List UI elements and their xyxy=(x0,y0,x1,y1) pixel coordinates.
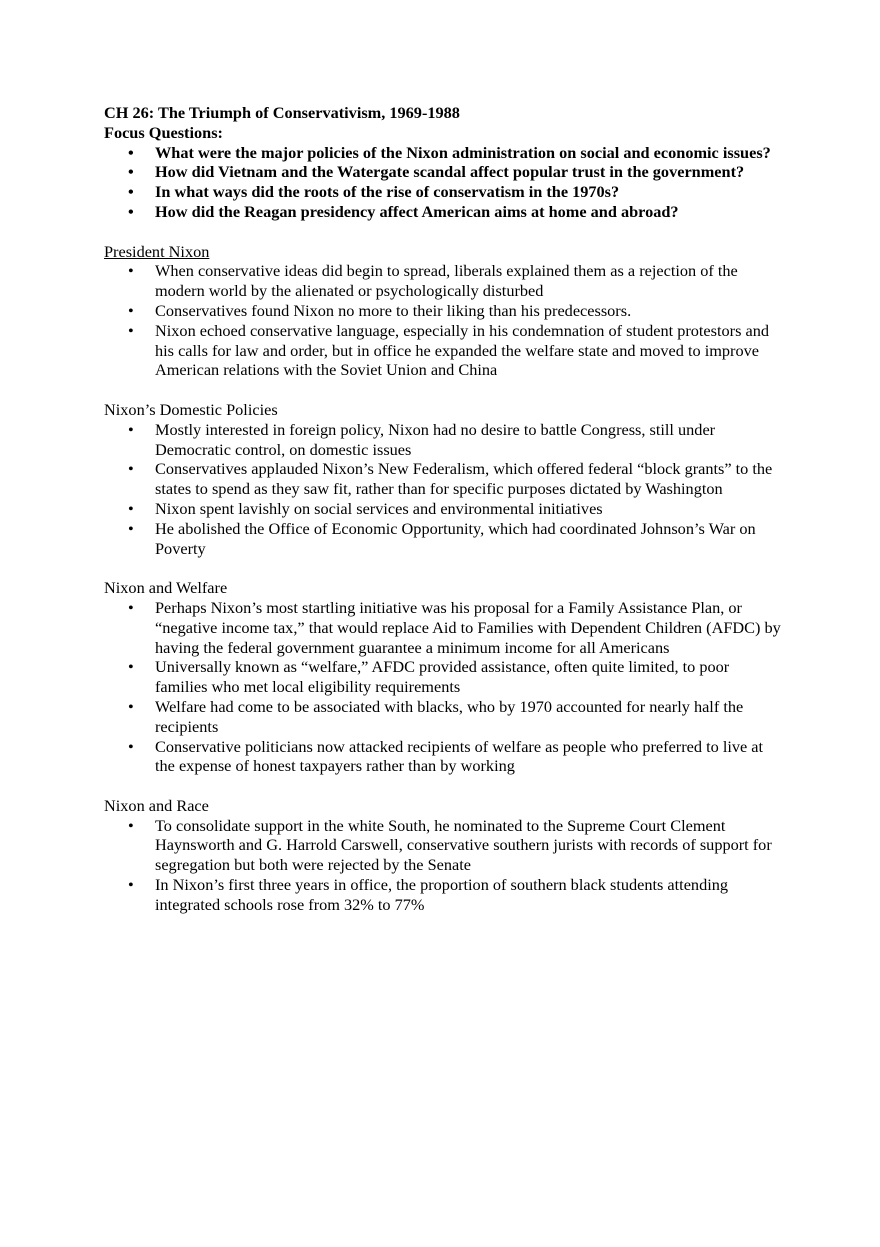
bullet-icon: • xyxy=(128,142,134,162)
chapter-title: CH 26: The Triumph of Conservativism, 1969-1988 xyxy=(104,103,460,122)
bullet-icon: • xyxy=(128,518,134,538)
list-item xyxy=(104,321,784,380)
list-item xyxy=(104,657,784,697)
section-president-nixon xyxy=(104,242,784,381)
focus-question-text: What were the major policies of the Nixon administration on social and economic issues? xyxy=(155,142,771,162)
section-list xyxy=(104,420,784,559)
document-page xyxy=(104,103,784,915)
bullet-icon: • xyxy=(128,182,134,202)
section-list xyxy=(104,598,784,776)
list-item-text: Universally known as “welfare,” AFDC provided assistance, often quite limited, to poor families who met local eligibility requirements xyxy=(155,657,730,697)
section-heading: Nixon and Race xyxy=(104,795,209,815)
section-nixon-welfare xyxy=(104,578,784,776)
bullet-icon: • xyxy=(128,736,134,756)
list-item xyxy=(104,598,784,657)
focus-question xyxy=(104,143,784,163)
list-item-text: Nixon spent lavishly on social services and environmental initiatives xyxy=(155,498,603,518)
bullet-icon: • xyxy=(128,201,134,221)
list-item-text: Welfare had come to be associated with blacks, who by 1970 accounted for nearly half the recipients xyxy=(155,696,744,736)
section-heading: Nixon and Welfare xyxy=(104,578,228,598)
focus-question xyxy=(104,182,784,202)
bullet-icon: • xyxy=(128,459,134,479)
bullet-icon: • xyxy=(128,657,134,677)
list-item-text: He abolished the Office of Economic Opportunity, which had coordinated Johnson’s War on Poverty xyxy=(155,518,756,558)
list-item-text: In Nixon’s first three years in office, the proportion of southern black students attending integrated schools rose from 32% to 77% xyxy=(155,875,729,914)
section-list xyxy=(104,261,784,380)
bullet-icon: • xyxy=(128,875,134,895)
bullet-icon: • xyxy=(128,597,134,617)
focus-questions-list xyxy=(104,143,784,222)
list-item xyxy=(104,737,784,777)
bullet-icon: • xyxy=(128,498,134,518)
bullet-icon: • xyxy=(128,162,134,182)
bullet-icon: • xyxy=(128,696,134,716)
bullet-icon: • xyxy=(128,419,134,439)
section-list xyxy=(104,816,784,915)
section-heading: Nixon’s Domestic Policies xyxy=(104,399,278,419)
section-heading: President Nixon xyxy=(104,241,210,261)
list-item xyxy=(104,420,784,460)
focus-question-text: In what ways did the roots of the rise of conservatism in the 1970s? xyxy=(155,182,620,202)
list-item xyxy=(104,499,784,519)
list-item xyxy=(104,301,784,321)
bullet-icon: • xyxy=(128,300,134,320)
list-item xyxy=(104,519,784,559)
list-item xyxy=(104,261,784,301)
section-domestic-policies xyxy=(104,400,784,558)
list-item-text: Conservative politicians now attacked recipients of welfare as people who preferred to live at the expense of honest taxpayers rather than by working xyxy=(155,736,764,776)
list-item-text: Conservatives found Nixon no more to their liking than his predecessors. xyxy=(155,300,632,320)
list-item-text: Conservatives applauded Nixon’s New Federalism, which offered federal “block grants” to the states to spend as they saw fit, rather than for specific purposes dictated by Washington xyxy=(155,459,773,499)
list-item-text: Perhaps Nixon’s most startling initiative was his proposal for a Family Assistance Plan, or “negative income tax,” that would replace Aid to Families with Dependent Children (AFDC) by having the federal government guarantee a minimum income for all Americans xyxy=(155,597,781,657)
section-nixon-race xyxy=(104,796,784,915)
focus-questions-label: Focus Questions: xyxy=(104,122,223,142)
bullet-icon: • xyxy=(128,320,134,340)
list-item xyxy=(104,459,784,499)
list-item xyxy=(104,816,784,875)
bullet-icon: • xyxy=(128,261,134,281)
bullet-icon: • xyxy=(128,815,134,835)
focus-question-text: How did Vietnam and the Watergate scandal affect popular trust in the government? xyxy=(155,162,745,182)
list-item xyxy=(104,875,784,915)
list-item-text: When conservative ideas did begin to spread, liberals explained them as a rejection of the modern world by the alienated or psychologically disturbed xyxy=(155,261,738,301)
focus-question-text: How did the Reagan presidency affect American aims at home and abroad? xyxy=(155,201,679,221)
list-item xyxy=(104,697,784,737)
list-item-text: Nixon echoed conservative language, especially in his condemnation of student protestors and his calls for law and order, but in office he expanded the welfare state and moved to improve American relations with the Soviet Union and China xyxy=(155,320,769,380)
list-item-text: To consolidate support in the white South, he nominated to the Supreme Court Clement Haynsworth and G. Harrold Carswell, conservative southern jurists with records of support for segregation but both were rejected by the Senate xyxy=(155,815,772,875)
focus-question xyxy=(104,162,784,182)
list-item-text: Mostly interested in foreign policy, Nixon had no desire to battle Congress, still under Democratic control, on domestic issues xyxy=(155,419,716,459)
focus-question xyxy=(104,202,784,222)
